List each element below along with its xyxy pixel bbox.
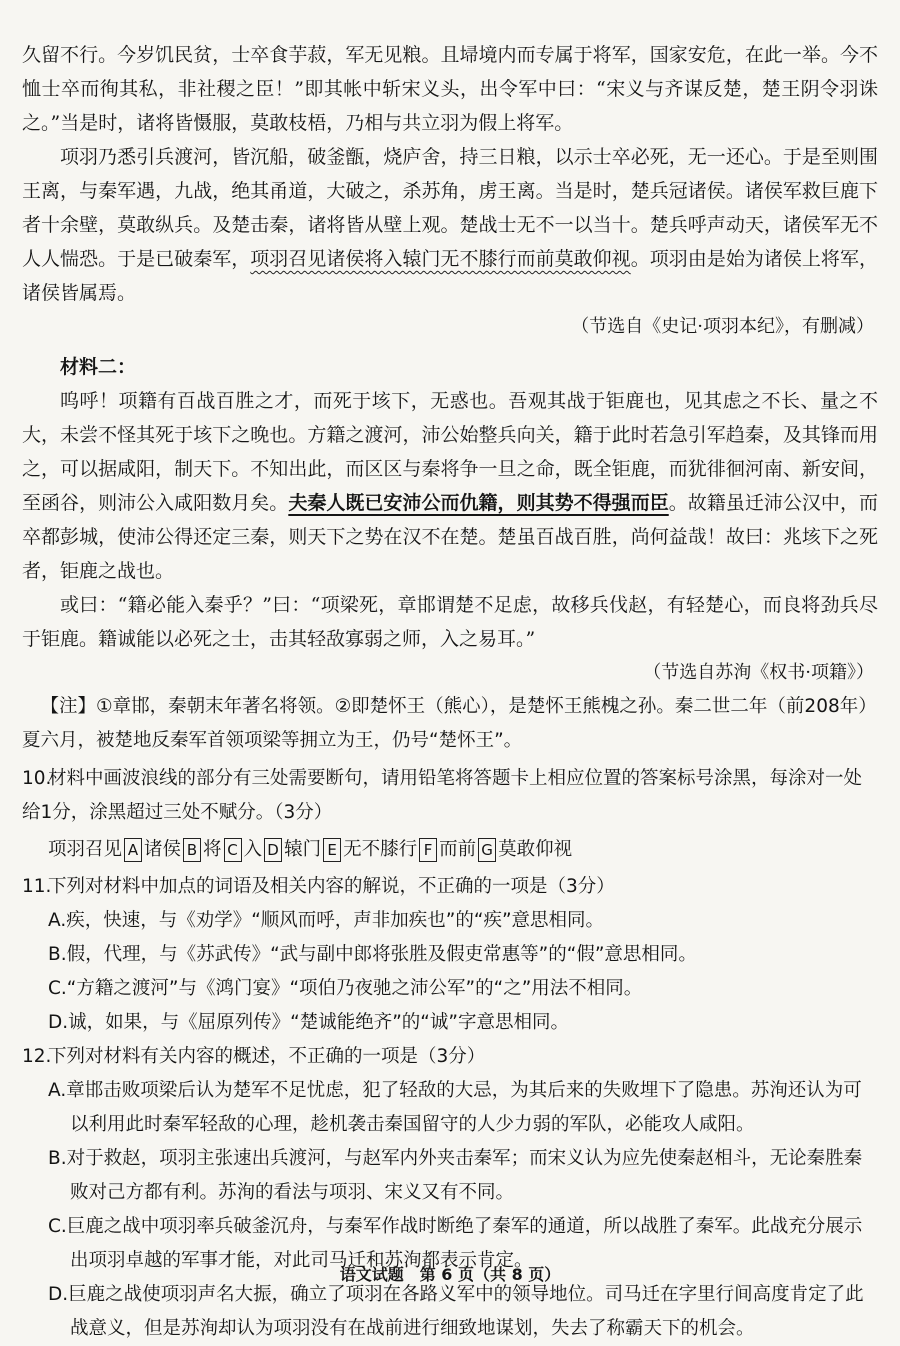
material1-source: （节选自《史记·项羽本纪》，有删减）: [571, 316, 874, 337]
underlined-sentence: 夫秦人既已安沛公而仇籍，则其势不得强而臣: [288, 492, 669, 514]
answer-box-a[interactable]: A: [124, 838, 142, 862]
q11-option-c[interactable]: C.“方籍之渡河”与《鸿门宴》“项伯乃夜驰之沛公军”的“之”用法不相同。: [48, 978, 643, 999]
material2-para2: 或曰：“籍必能入秦乎？”曰：“项梁死，章邯谓楚不足虑，故移兵伐赵，有轻楚心，而良将劲兵尽于钜鹿。籍诚能以必死之士，击其轻敌寡弱之师，入之易耳。”: [22, 594, 878, 650]
q12-option-d[interactable]: D.巨鹿之战使项羽声名大振，确立了项羽在各路义军中的领导地位。司马迁在字里行间高度肯定了此战意义，但是苏洵却认为项羽没有在战前进行细致地谋划，失去了称霸天下的机会。: [48, 1284, 864, 1339]
q11-option-a[interactable]: A.疾，快速，与《劝学》“顺风而呼，声非加疾也”的“疾”意思相同。: [48, 910, 605, 931]
annotation-note: 【注】①章邯，秦朝末年著名将领。②即楚怀王（熊心），是楚怀王熊槐之孙。秦二世二年（前208年）夏六月，被楚地反秦军首领项梁等拥立为王，仍号“楚怀王”。: [22, 696, 877, 751]
page-footer: 语文试题 第 6 页（共 8 页）: [339, 1265, 561, 1284]
answer-box-g[interactable]: G: [478, 838, 496, 862]
question-10: 10.材料中画波浪线的部分有三处需要断句，请用铅笔将答题卡上相应位置的答案标号涂黑，每涂对一处给1分，涂黑超过三处不赋分。（3分）: [22, 768, 863, 823]
question-12: 12.下列对材料有关内容的概述，不正确的一项是（3分）: [22, 1046, 486, 1067]
q10-answer-boxes: 项羽召见 A 诸侯 B 将 C 入 D 辕门 E 无不膝行 F 而前 G 莫敢仰视: [48, 839, 573, 860]
answer-box-c[interactable]: C: [224, 838, 242, 862]
q12-option-c[interactable]: C.巨鹿之战中项羽率兵破釜沉舟，与秦军作战时断绝了秦军的通道，所以战胜了秦军。此战充分展示出项羽卓越的军事才能，对此司马迁和苏洵都表示肯定。: [48, 1216, 863, 1271]
material2-para1: 呜呼！项籍有百战百胜之才，而死于垓下，无惑也。吾观其战于钜鹿也，见其虑之不长、量之不大，未尝不怪其死于垓下之晚也。方籍之渡河，沛公始整兵向关，籍于此时若急引军趋秦，及其锋而用之，可以据咸阳，制天下。不知出此，而区区与秦将争一旦之命，既全钜鹿，而犹徘徊河南、新安间，至函谷，则沛公入咸阳数月矣。夫秦人既已安沛公而仇籍，则其势不得强而臣。故籍虽迁沛公汉中，而卒都彭城，使沛公得还定三秦，则天下之势在汉不在楚。楚虽百战百胜，尚何益哉！故曰：兆垓下之死者，钜鹿之战也。: [22, 390, 878, 582]
material1-para1: 久留不行。今岁饥民贫，士卒食芋菽，军无见粮。且埽境内而专属于将军，国家安危，在此一举。今不恤士卒而徇其私，非社稷之臣！”即其帐中斩宋义头，出令军中曰：“宋义与齐谋反楚，楚王阴令羽诛之。”当是时，诸将皆慑服，莫敢枝梧，乃相与共立羽为假上将军。: [22, 44, 878, 134]
material2-title: 材料二：: [60, 356, 137, 378]
answer-box-b[interactable]: B: [183, 838, 201, 862]
q11-option-d[interactable]: D.诚，如果，与《屈原列传》“楚诚能绝齐”的“诚”字意思相同。: [48, 1012, 569, 1033]
question-11: 11.下列对材料中加点的词语及相关内容的解说，不正确的一项是（3分）: [22, 876, 615, 897]
q11-option-b[interactable]: B.假，代理，与《苏武传》“武与副中郎将张胜及假吏常惠等”的“假”意思相同。: [48, 944, 697, 965]
answer-box-e[interactable]: E: [323, 838, 341, 862]
material2-source: （节选自苏洵《权书·项籍》）: [643, 662, 874, 683]
answer-box-f[interactable]: F: [419, 838, 437, 862]
answer-box-d[interactable]: D: [264, 838, 282, 862]
wavy-underline-passage: 项羽召见诸侯将入辕门无不膝行而前莫敢仰视: [250, 248, 631, 270]
q12-option-a[interactable]: A.章邯击败项梁后认为楚军不足忧虑，犯了轻敌的大忌，为其后来的失败埋下了隐患。苏洵还认为可以利用此时秦军轻敌的心理，趁机袭击秦国留守的人少力弱的军队，必能攻人咸阳。: [48, 1080, 862, 1135]
q12-option-b[interactable]: B.对于救赵，项羽主张速出兵渡河，与赵军内外夹击秦军；而宋义认为应先使秦赵相斗，无论秦胜秦败对己方都有利。苏洵的看法与项羽、宋义又有不同。: [48, 1148, 863, 1203]
material1-para2: 项羽乃悉引兵渡河，皆沉船，破釜甑，烧庐舍，持三日粮，以示士卒必死，无一还心。于是至则围王离，与秦军遇，九战，绝其甬道，大破之，杀苏角，虏王离。当是时，楚兵冠诸侯。诸侯军救巨鹿下者十余壁，莫敢纵兵。及楚击秦，诸将皆从壁上观。楚战士无不一以当十。楚兵呼声动天，诸侯军无不人人惴恐。于是已破秦军，项羽召见诸侯将入辕门无不膝行而前莫敢仰视。项羽由是始为诸侯上将军，诸侯皆属焉。: [22, 146, 878, 304]
